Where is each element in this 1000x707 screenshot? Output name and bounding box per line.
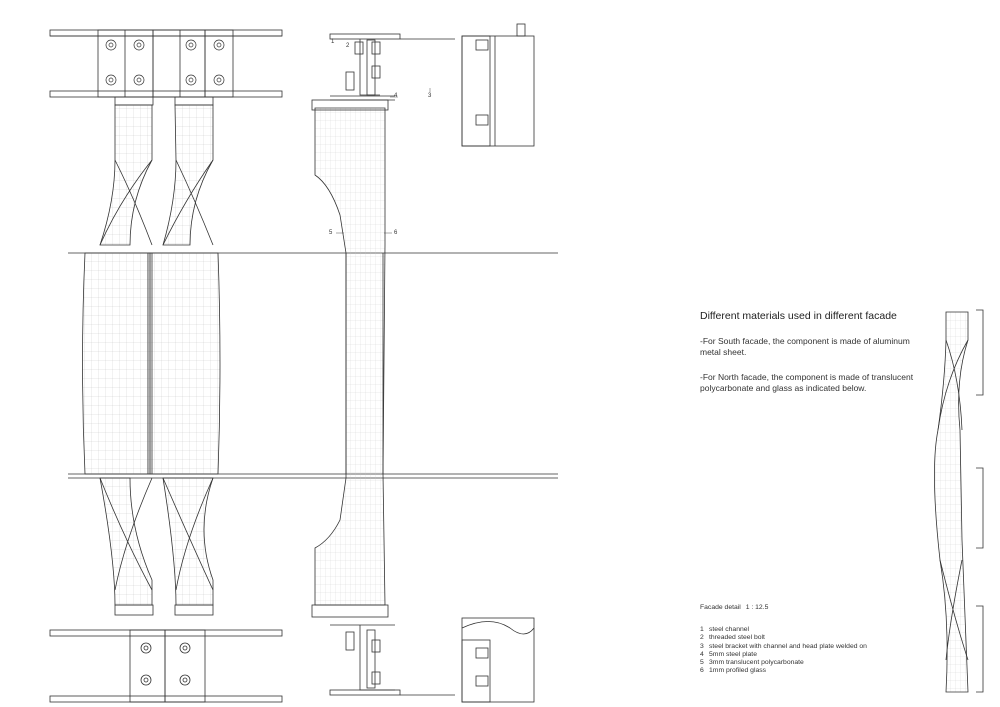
callout-1: 1	[331, 39, 335, 45]
legend-text: 5mm steel plate	[709, 650, 757, 658]
legend-item	[700, 667, 867, 675]
legend-text: 3mm translucent polycarbonate	[709, 659, 804, 667]
legend-item	[700, 659, 867, 667]
callout-6: 6	[394, 230, 398, 236]
legend-num: 3	[700, 642, 704, 650]
detail-title: Facade detail	[700, 604, 741, 611]
legend-num: 4	[700, 650, 704, 658]
twisted-panel-upper-right	[163, 105, 213, 245]
legend-num: 1	[700, 626, 704, 633]
south-facade-note: -For South facade, the component is made of aluminum metal sheet.	[700, 336, 910, 357]
callout-2: 2	[346, 43, 350, 49]
legend-item	[700, 651, 867, 659]
legend-text: 1mm profiled glass	[709, 667, 767, 675]
detail-scale-label	[700, 604, 768, 611]
middle-panels	[83, 253, 221, 474]
north-facade-note: -For North facade, the component is made of translucent polycarbonate and glass as indicated below.	[700, 372, 914, 393]
legend-num: 6	[700, 667, 704, 675]
detail-scale: 1 : 12.5	[745, 604, 769, 611]
legend-item	[700, 634, 867, 642]
legend-num: 5	[700, 659, 704, 667]
twisted-panel-upper-left	[100, 105, 152, 245]
materials-legend	[700, 626, 867, 676]
description-title: Different materials used in different facade	[700, 310, 897, 322]
section-bracket-bottom	[330, 618, 534, 702]
callout-4: 4	[394, 93, 398, 99]
callout-5: 5	[329, 230, 333, 236]
legend-text: threaded steel bolt	[709, 634, 765, 642]
twisted-panel-lower-right	[163, 478, 213, 605]
legend-num: 2	[700, 634, 704, 642]
legend-item	[700, 643, 867, 651]
twisted-panel-lower-left	[100, 478, 152, 605]
top-steel-channel	[50, 30, 282, 105]
legend-text: steel channel	[709, 626, 750, 633]
legend-item	[700, 626, 867, 634]
top-bolts	[106, 40, 224, 85]
legend-text: steel bracket with channel and head plate welded on	[709, 642, 867, 650]
callout-3-top: 3	[428, 93, 432, 99]
bottom-steel-channel	[50, 605, 282, 702]
section-profile	[312, 100, 388, 617]
north-component-elevation	[934, 310, 983, 692]
